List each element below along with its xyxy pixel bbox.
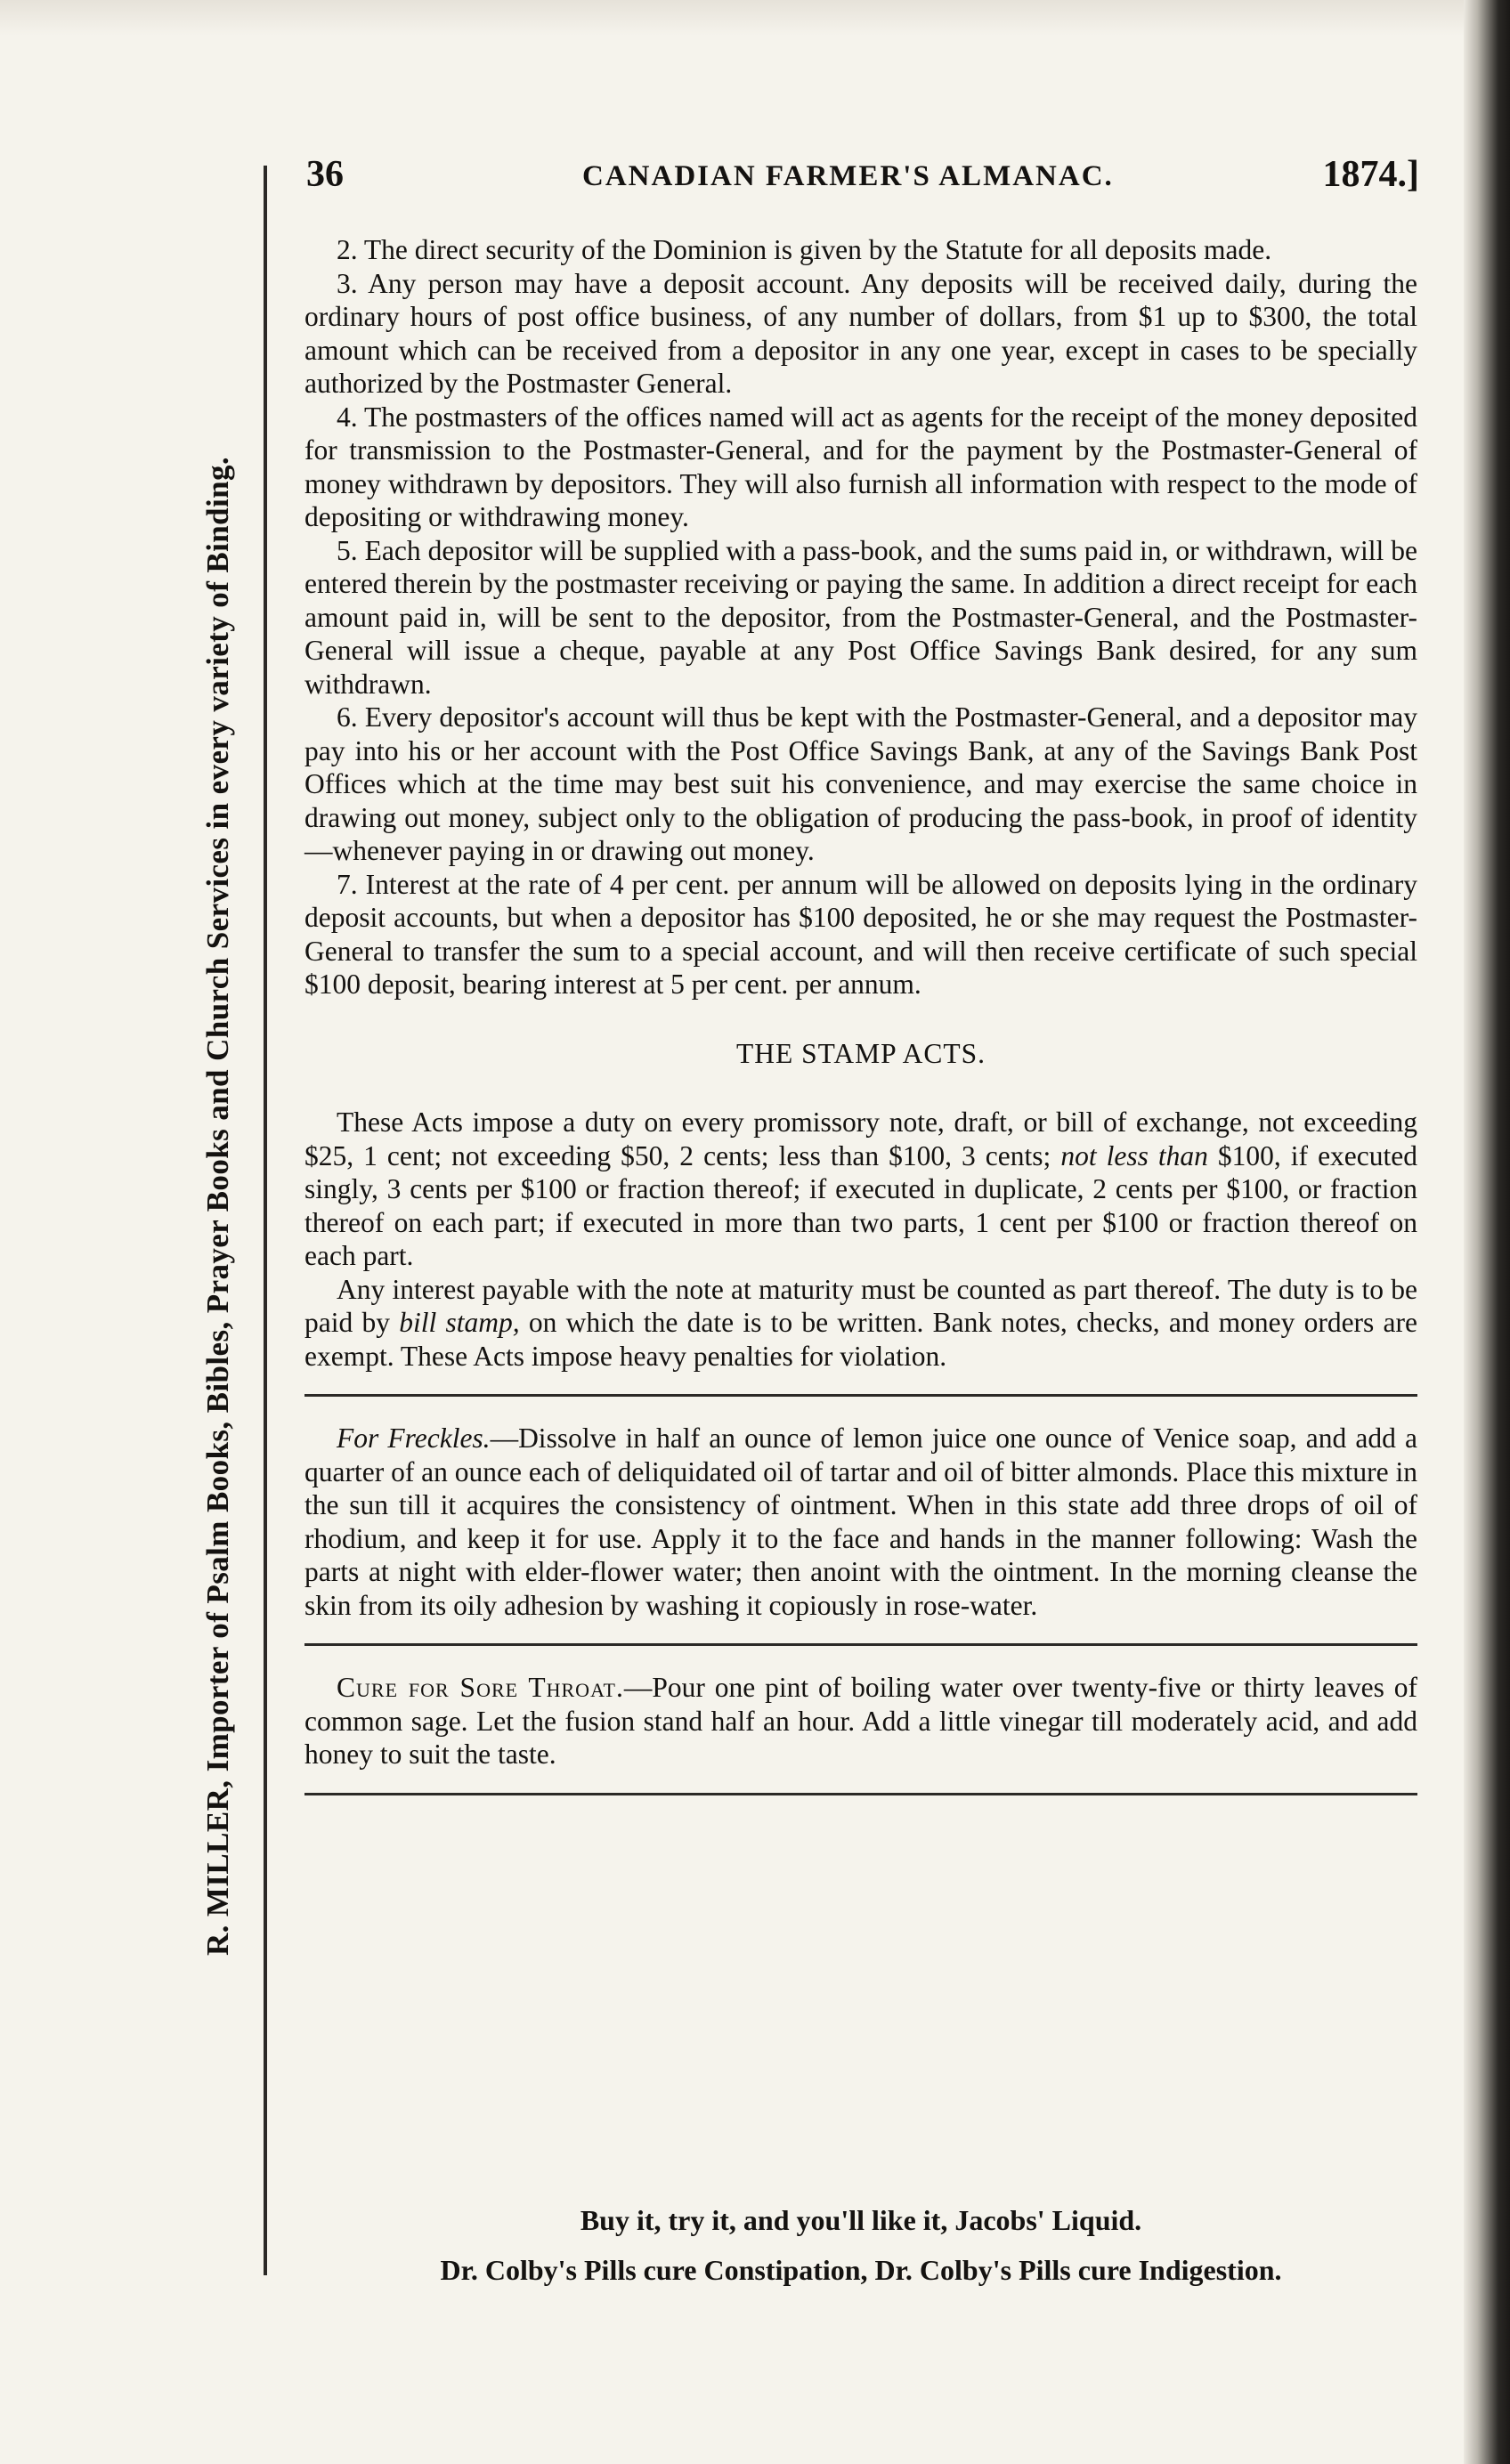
divider [304, 1394, 1417, 1397]
running-header [306, 142, 1419, 205]
binding-shadow [1464, 0, 1510, 2464]
stamp-acts-italic: bill stamp, [399, 1307, 520, 1338]
paragraph-7: 7. Interest at the rate of 4 per cent. per annum will be allowed on deposits lying in the ordinary deposit accounts, but when a depositor has $100 deposited, he or she may request the Postmaster-General to transfer the sum to a special account, and will then receive certificate of such special $100 deposit, bearing interest at 5 per cent. per annum. [304, 868, 1417, 1000]
stamp-acts-paragraph-2 [304, 1273, 1417, 1374]
footer-ad-colby: Dr. Colby's Pills cure Constipation, Dr. Colby's Pills cure Indigestion. [440, 2254, 1282, 2286]
footer-ad-jacobs: Buy it, try it, and you'll like it, Jacobs' Liquid. [580, 2204, 1142, 2236]
page-top-shade [0, 0, 1510, 36]
freckles-label: For Freckles. [337, 1422, 491, 1454]
stamp-acts-text: $100, if executed singly, 3 cents per $100 or fraction thereof; if executed in duplicate, 2 cents per $100, or fraction thereof on each part; if executed in more than two parts, 1 cent per $100 or fraction thereof on each part. [304, 1139, 1417, 1271]
stamp-acts-text: Any interest payable with the note at maturity must be counted as part thereof. The duty is to be paid by [304, 1273, 1417, 1338]
stamp-acts-paragraph-1 [304, 1106, 1417, 1273]
page-number: 36 [306, 154, 344, 195]
header-year: 1874.] [1322, 154, 1419, 195]
divider [304, 1793, 1417, 1795]
stamp-acts-text: These Acts impose a duty on every promissory note, draft, or bill of exchange, not exceeding $25, 1 cent; not exceeding $50, 2 cents; less than $100, 3 cents; [304, 1106, 1417, 1171]
sore-throat-label: Cure for Sore Throat. [337, 1672, 624, 1703]
freckles-text: —Dissolve in half an ounce of lemon juice one ounce of Venice soap, and add a quarter of an ounce each of deliquidated oil of tartar and oil of bitter almonds. Place this mixture in the sun till it acquires the consistency of ointment. When in this state add three drops of oil of rhodium, and keep it for use. Apply it to the face and hands in the manner following: Wash the parts at night with elder-flower water; then anoint with the ointment. In the morning cleanse the skin from its oily adhesion by washing it copiously in rose-water. [304, 1422, 1417, 1621]
paragraph-6: 6. Every depositor's account will thus be kept with the Postmaster-General, and a depositor may pay into his or her account with the Post Office Savings Bank, at any of the Savings Bank Post Offices which at the time may best suit his convenience, and may exercise the same choice in drawing out money, subject only to the obligation of producing the pass-book, in proof of identity—whenever paying in or drawing out money. [304, 701, 1417, 866]
sore-throat-recipe [304, 1671, 1417, 1771]
paragraph-4: 4. The postmasters of the offices named will act as agents for the receipt of the money deposited for transmission to the Postmaster-General, and for the payment by the Postmaster-General of money withdrawn by depositors. They will also furnish all information with respect to the mode of depositing or withdrawing money. [304, 401, 1417, 532]
footer-advertisements [304, 2195, 1417, 2295]
stamp-acts-section [304, 1106, 1417, 1373]
side-advertisement [194, 142, 242, 2270]
vertical-rule [264, 166, 267, 2275]
stamp-acts-italic: not less than [1060, 1139, 1208, 1171]
paragraph-3: 3. Any person may have a deposit account. Any deposits will be received daily, during the ordinary hours of post office business, of any number of dollars, from $1 up to $300, the total amount which can be received from a depositor in any one year, except in cases to be specially authorized by the Postmaster General. [304, 267, 1417, 399]
freckles-recipe [304, 1422, 1417, 1622]
stamp-acts-heading: THE STAMP ACTS. [736, 1037, 986, 1069]
stamp-acts-text: on which the date is to be written. Bank notes, checks, and money orders are exempt. These Acts impose heavy penalties for violation. [304, 1307, 1418, 1372]
running-title: CANADIAN FARMER'S ALMANAC. [582, 160, 1114, 192]
side-advertisement-text: R. MILLER, Importer of Psalm Books, Bibles, Prayer Books and Church Services in every variety of Binding. [200, 456, 235, 1957]
sore-throat-text: —Pour one pint of boiling water over twenty-five or thirty leaves of common sage. Let the fusion stand half an hour. Add a little vinegar till moderately acid, and add honey to suit the taste. [304, 1672, 1417, 1770]
paragraph-2: 2. The direct security of the Dominion is given by the Statute for all deposits made. [337, 234, 1272, 265]
main-text [304, 233, 1417, 1820]
paragraph-5: 5. Each depositor will be supplied with a pass-book, and the sums paid in, or withdrawn, will be entered therein by the postmaster receiving or paying the same. In addition a direct receipt for each amount paid in, will be sent to the depositor, from the Postmaster-General, and the Postmaster-General will issue a cheque, payable at any Post Office Savings Bank desired, for any sum withdrawn. [304, 534, 1417, 700]
divider [304, 1643, 1417, 1646]
